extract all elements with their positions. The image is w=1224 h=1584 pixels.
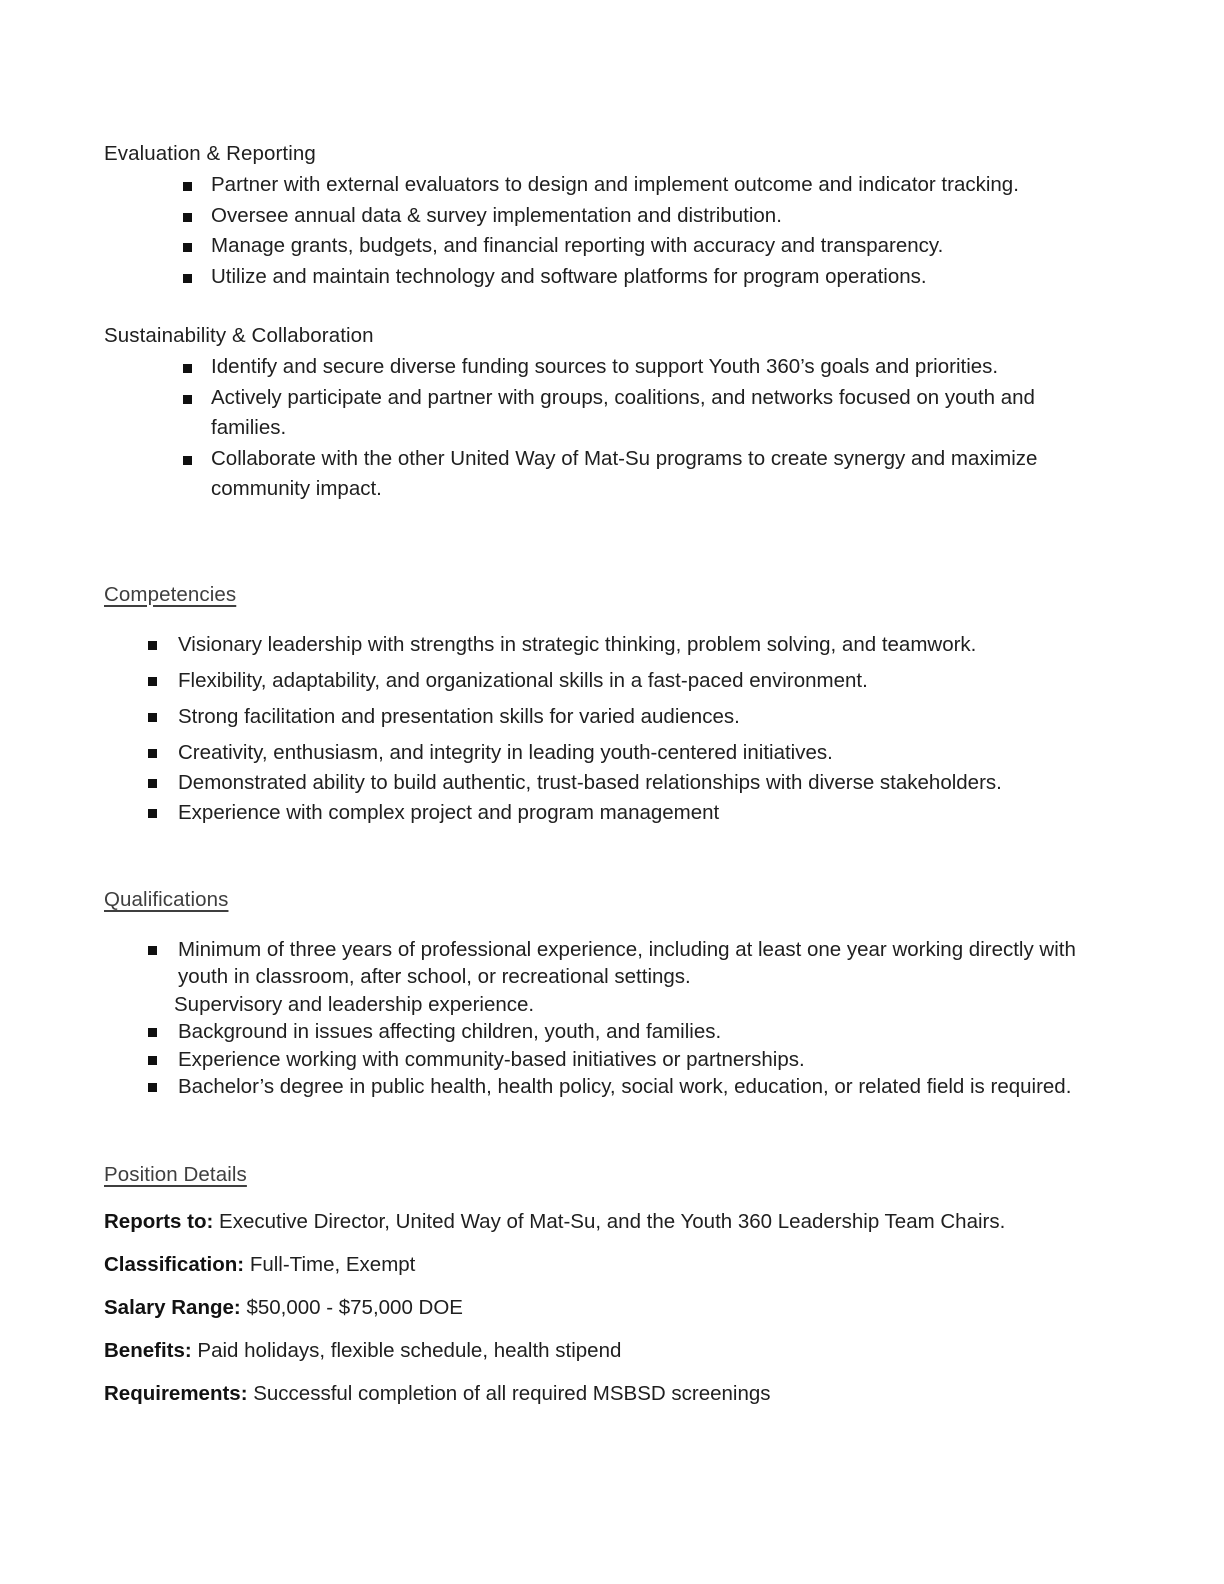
square-bullet-icon [183, 364, 192, 373]
list-item-text: Strong facilitation and presentation skills for varied audiences. [178, 704, 740, 728]
detail-label: Requirements: [104, 1381, 248, 1405]
list-item [104, 383, 1114, 444]
detail-row-salary-range [104, 1294, 1114, 1322]
spacer [104, 826, 1114, 886]
detail-row-reports-to [104, 1208, 1114, 1236]
detail-value: $50,000 - $75,000 DOE [246, 1295, 463, 1319]
list-item-no-bullet [104, 991, 1114, 1019]
section-heading: Evaluation & Reporting [104, 142, 316, 165]
square-bullet-icon [148, 809, 157, 818]
square-bullet-icon [183, 243, 192, 252]
square-bullet-icon [183, 274, 192, 283]
spacer [104, 609, 1114, 631]
list-item [104, 739, 1114, 766]
competencies-list [104, 631, 1114, 826]
detail-value: Full-Time, Exempt [249, 1252, 416, 1276]
list-item-text: Partner with external evaluators to design and implement outcome and indicator tracking. [211, 173, 1019, 196]
list-item-text: Supervisory and leadership experience. [174, 992, 535, 1016]
square-bullet-icon [148, 677, 157, 686]
list-item-text: Minimum of three years of professional experience, including at least one year working directly with youth in classroom, after school, or recreational settings. [178, 937, 1076, 988]
list-item [104, 1046, 1114, 1074]
list-item-text: Background in issues affecting children, youth, and families. [178, 1020, 722, 1043]
list-item [104, 231, 1114, 262]
square-bullet-icon [148, 749, 157, 758]
document-content [104, 140, 1114, 1408]
list-item-text: Bachelor’s degree in public health, health policy, social work, education, or related field is required. [178, 1075, 1072, 1098]
square-bullet-icon [148, 1083, 157, 1092]
list-item-text: Demonstrated ability to build authentic, trust-based relationships with diverse stakeholders. [178, 770, 1002, 794]
detail-row-requirements [104, 1380, 1114, 1408]
detail-label: Reports to: [104, 1209, 214, 1233]
spacer [104, 914, 1114, 936]
square-bullet-icon [183, 182, 192, 191]
square-bullet-icon [148, 779, 157, 788]
sustainability-collaboration-list [104, 352, 1114, 505]
square-bullet-icon [148, 641, 157, 650]
list-item [104, 631, 1114, 658]
spacer [104, 292, 1114, 322]
detail-value: Executive Director, United Way of Mat-Su, and the Youth 360 Leadership Team Chairs. [219, 1209, 1006, 1233]
list-item-text: Flexibility, adaptability, and organizational skills in a fast-paced environment. [178, 668, 868, 692]
list-item [104, 1073, 1114, 1101]
list-item [104, 799, 1114, 826]
list-item [104, 1018, 1114, 1046]
list-item [104, 352, 1114, 383]
section-heading: Sustainability & Collaboration [104, 324, 374, 347]
list-item-text: Creativity, enthusiasm, and integrity in leading youth-centered initiatives. [178, 740, 833, 764]
list-item [104, 769, 1114, 796]
list-item-text: Identify and secure diverse funding sources to support Youth 360’s goals and priorities. [211, 355, 999, 378]
square-bullet-icon [183, 456, 192, 465]
list-item-text: Manage grants, budgets, and financial reporting with accuracy and transparency. [211, 234, 944, 257]
list-item [104, 667, 1114, 694]
detail-label: Benefits: [104, 1338, 192, 1362]
qualifications-list [104, 936, 1114, 1101]
detail-value: Successful completion of all required MSBSD screenings [253, 1381, 771, 1405]
list-item [104, 444, 1114, 505]
list-item-text: Actively participate and partner with groups, coalitions, and networks focused on youth and families. [211, 385, 1035, 439]
list-item-text: Experience with complex project and program management [178, 800, 720, 824]
detail-row-benefits [104, 1337, 1114, 1365]
section-sustainability-collaboration [104, 322, 1114, 505]
section-position-details [104, 1161, 1114, 1408]
section-evaluation-reporting [104, 140, 1114, 292]
list-item-text: Visionary leadership with strengths in strategic thinking, problem solving, and teamwork. [178, 632, 977, 656]
square-bullet-icon [183, 395, 192, 404]
list-item [104, 262, 1114, 293]
list-item-text: Utilize and maintain technology and software platforms for program operations. [211, 264, 927, 288]
square-bullet-icon [148, 1056, 157, 1065]
list-item-text: Collaborate with the other United Way of Mat-Su programs to create synergy and maximize community impact. [211, 446, 1038, 500]
detail-value: Paid holidays, flexible schedule, health stipend [197, 1338, 622, 1362]
spacer [104, 505, 1114, 581]
section-competencies [104, 581, 1114, 826]
section-heading-qualifications: Qualifications [104, 887, 229, 911]
list-item-text: Experience working with community-based initiatives or partnerships. [178, 1047, 805, 1071]
section-qualifications [104, 886, 1114, 1101]
list-item-text: Oversee annual data & survey implementation and distribution. [211, 203, 782, 227]
list-item [104, 703, 1114, 730]
section-heading-competencies: Competencies [104, 582, 237, 606]
list-item [104, 170, 1114, 201]
square-bullet-icon [148, 946, 157, 955]
list-item [104, 936, 1114, 991]
detail-row-classification [104, 1251, 1114, 1279]
list-item [104, 201, 1114, 232]
evaluation-reporting-list [104, 170, 1114, 292]
section-heading-position-details: Position Details [104, 1162, 247, 1186]
detail-label: Classification: [104, 1252, 245, 1276]
detail-label: Salary Range: [104, 1295, 241, 1319]
square-bullet-icon [148, 1028, 157, 1037]
square-bullet-icon [148, 713, 157, 722]
spacer [104, 1101, 1114, 1161]
square-bullet-icon [183, 213, 192, 222]
